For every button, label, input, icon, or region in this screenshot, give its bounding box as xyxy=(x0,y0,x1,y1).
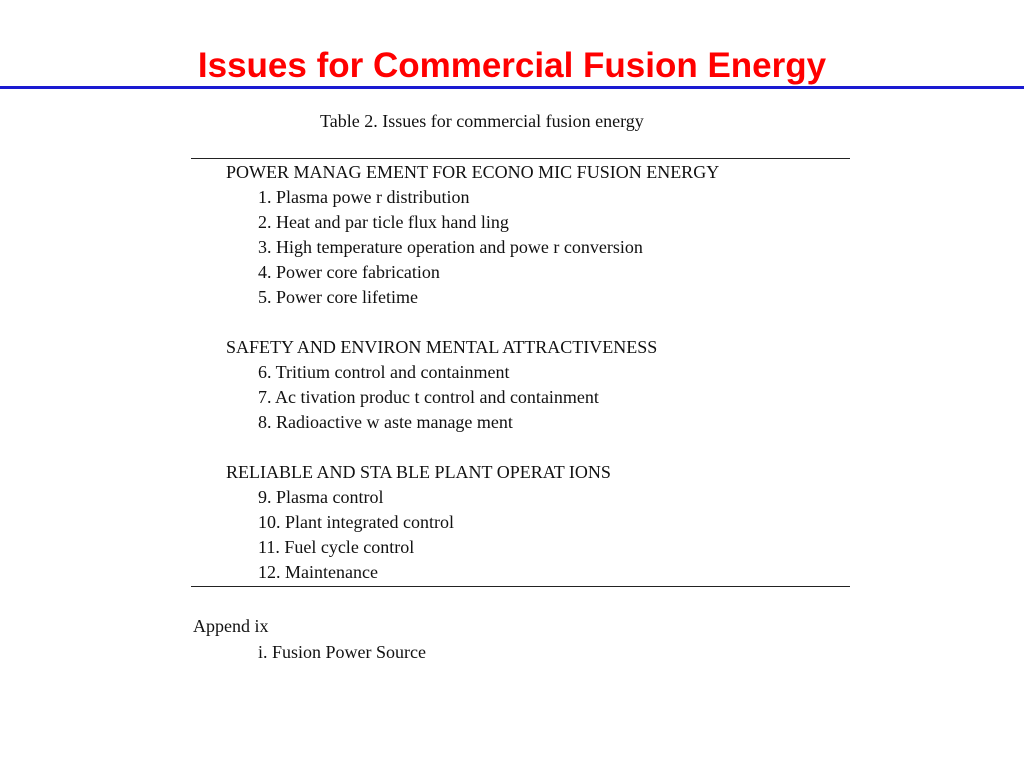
group-heading-power-management: POWER MANAG EMENT FOR ECONO MIC FUSION ENERGY xyxy=(226,162,720,182)
appendix-heading: Append ix xyxy=(193,616,269,636)
title-divider xyxy=(0,86,1024,89)
group-heading-reliable-operations: RELIABLE AND STA BLE PLANT OPERAT IONS xyxy=(226,462,611,482)
list-item: 5. Power core lifetime xyxy=(258,287,418,307)
list-item: 3. High temperature operation and powe r conversion xyxy=(258,237,643,257)
group-heading-safety: SAFETY AND ENVIRON MENTAL ATTRACTIVENESS xyxy=(226,337,658,357)
list-item: 12. Maintenance xyxy=(258,562,378,582)
list-item: 1. Plasma powe r distribution xyxy=(258,187,470,207)
list-item: 4. Power core fabrication xyxy=(258,262,440,282)
list-item: 8. Radioactive w aste manage ment xyxy=(258,412,513,432)
table-top-rule xyxy=(191,158,850,159)
list-item: 7. Ac tivation produc t control and containment xyxy=(258,387,599,407)
table-caption: Table 2. Issues for commercial fusion energy xyxy=(320,111,644,131)
list-item: 11. Fuel cycle control xyxy=(258,537,415,557)
list-item: 2. Heat and par ticle flux hand ling xyxy=(258,212,509,232)
list-item: 10. Plant integrated control xyxy=(258,512,454,532)
table-bottom-rule xyxy=(191,586,850,587)
appendix-item: i. Fusion Power Source xyxy=(258,642,426,662)
slide-title: Issues for Commercial Fusion Energy xyxy=(197,46,827,85)
list-item: 9. Plasma control xyxy=(258,487,384,507)
list-item: 6. Tritium control and containment xyxy=(258,362,510,382)
